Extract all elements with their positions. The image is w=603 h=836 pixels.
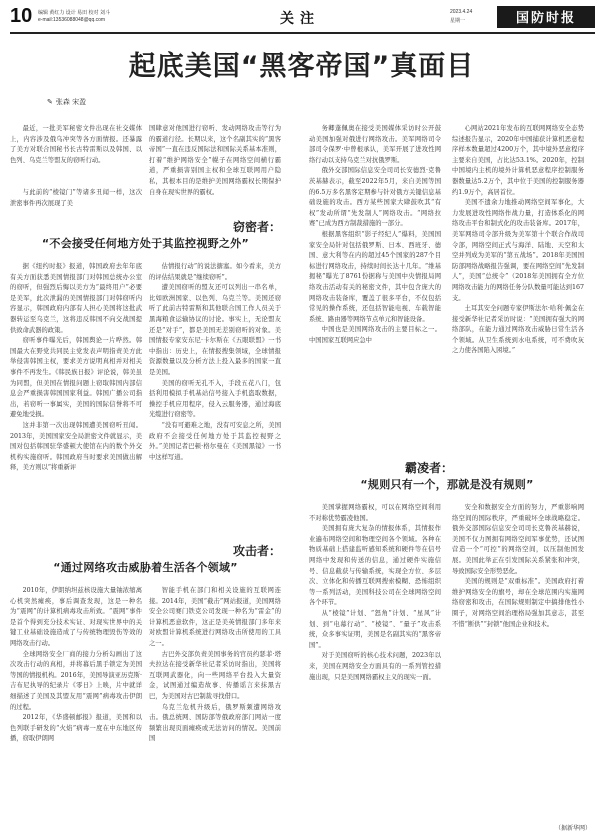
section-title: 关注: [280, 11, 320, 27]
editor-credits: 编辑 黄红力 设计 易田 校对 刘斗: [38, 10, 110, 16]
page-header: [10, 5, 595, 31]
paragraph: 智能手机在部门和相关设施的互联网连接。2014年，美国“截击”网站报道，美国网络安全公司赛门铁克公司发现一种名为“雷金”的计算机恶意软件，这正是美英情报部门多年来对欧盟计算机系统进行网络攻击所使用的工具之一。: [149, 587, 281, 647]
paragraph: 安全和数据安全方面的努力，严重影响网络空间的国际秩序，严重破坏全球战略稳定。俄外交部国际信息安全司司长克鲁茨基赫说，美国不仅力图拥有网络空间军事优势，还试图营造一个“可控”的网络空间，以压制他国发展。美国此举正在引发国际关系紧张和冲突，导致国际安全形势恶化。: [452, 504, 584, 575]
subheading-bully: [309, 459, 585, 492]
paragraph: 古巴外交部负责美国事务的官员约瑟菲·塔夫拉达在接受新华社记者采访时指出，美国将互联网武器化，向一些网络平台投入大量资金，试图通过编造故事、传播谣言来抹黑古巴，为美国对古巴制裁寻找借口。: [149, 650, 281, 700]
paragraph: 这并非第一次出现韩国遭美国窃听丑闻。2013年，美国国家安全局泄密文件就显示，美国对包括韩国驻华盛顿大使馆在内的数个外交机构实施窃听。韩国政府当时要求美国做出解释，美方则以“将重新评: [10, 421, 142, 472]
section1-col1: [10, 262, 142, 474]
paragraph: 估情报行动”的说法搪塞。如今看来，美方的评估结果就是“继续窃听”。: [149, 263, 281, 281]
paragraph: 美国的规则是“双重标准”。美国政府打着维护网络安全的旗号，却在全球范围内实施网络窃密和攻击，在国际规则制定中搞排他性小圈子，对网络空间治理格局强加其意志，甚至不惜“断供”“封锁”他国企业和技术。: [452, 578, 584, 628]
paragraph: 窃听事件曝光后，韩国舆论一片哗然。韩国最大在野党共同民主党发表声明指责美方此举侵害韩国主权，要求美方说明真相并对相关事件不再发生。《韩民族日报》评论说，韩美虽为同盟，但美国在情报问题上窃取韩国内部信息会严重损害韩国国家利益。韩国广播公司指出，若窃听一事属实，美国的国际信誉将不可避免地受损。: [10, 337, 142, 419]
issue-weekday: 星期一: [450, 18, 466, 24]
newspaper-logo: 国防时报: [497, 6, 595, 28]
paragraph: 美国拥有庞大复杂的情报体系，其情报作业遍布网络空间和物理空间各个领域。各种在物质基础上搭建监听感知系统和硬件等在信号网络中发现和传送的信息，通过硬件实施信号、信息截获与传输系统，实现全方位、多层次、立体化和传播互联网搜索模糊、恐怖组织等一系列活动，美国科技公司在全球网络空间各个环节。: [309, 525, 441, 607]
pen-icon: ✎: [47, 98, 53, 106]
subheading-eavesdropper: [10, 218, 281, 251]
header-divider: [10, 32, 595, 34]
contact-email: e-mail:13536088048@qq.com: [38, 17, 106, 23]
paragraph: 根据黑客组织“影子经纪人”爆料，美国国家安全局针对包括俄罗斯、日本、西班牙、德国、意大利等在内的超过45个国家的287个目标进行网络攻击，持续时间长达十几年。“维基揭秘”曝光了8761份据称与美国中央情报局网络攻击活动有关的秘密文件，其中包含庞大的网络攻击装备库，覆盖了很多平台，不仅包括常见的操作系统，还包括智能电视、车载智能系统、路由器等网络节点单元和智能设备。: [309, 230, 441, 323]
section3-col4: [452, 503, 584, 630]
upper-col4: [452, 124, 584, 357]
page-number: 10: [10, 5, 33, 27]
upper-col3: [309, 124, 441, 346]
byline-authors: 张森 宋盈: [55, 98, 87, 106]
paragraph: 美国掌握网络霸权，可以在网络空间利用不对称优势霸凌他国。: [309, 504, 441, 522]
paragraph: 美国的窃听无孔不入，手段五花八门，包括利用模拟手机基站信号接入手机盗取数据，操控手机应用程序，侵入云服务器，通过海底光缆进行窃密等。: [149, 379, 281, 419]
paragraph: 中国也是美国网络攻击的主要目标之一。中国国家互联网应急中: [309, 326, 441, 344]
intro-text-cont: [10, 188, 142, 209]
paragraph: 美国不遗余力地推动网络空间军事化，大力发展进攻性网络作战力量，打造体系化的网络攻击平台和制式化的攻击装备库。2017年，美军网络司令部升级为美军第十个联合作战司令部，网络空间正式与海洋、陆地、天空和太空并列成为美军的“第五战场”。2018年美国国防部网络战略报告强调，要在网络空间“先发制人”，美国“总统令”（2018年美国拥有全方位网络攻击能力的网络任务分队数量可能达到167支。: [452, 199, 584, 302]
subheading-quote: “规则只有一个，那就是没有规则”: [360, 478, 534, 491]
paragraph: 最近，一批美军秘密文件出现在社交媒体上，内容涉及俄乌冲突等各方面情报。还暴露了美方对联合国秘书长古特雷斯以及韩国、以色列、乌克兰等盟友的窃听行动。: [10, 125, 142, 164]
paragraph: 心网站2021年发布的互联网网络安全态势综述报告显示，2020年中国捕获计算机恶意程序样本数量超过4200万个，其中境外恶意程序主要来自美国，占比达53.1%。2020年，控制中国境内主机的境外计算机恶意程序控制服务器数量达5.2万个，其中位于美国的控制服务器约1.9万个，高居首位。: [452, 125, 584, 196]
paragraph: 全球网络安全厂商的接力分析勾画出了这次攻击行动的真相，并将幕后黑手锁定为美国等国的情报机构。2016年，美国导演亚历克斯·吉布尼执导的纪录片《零日》上映，片中就详细描述了美国及其盟友用“震网”病毒攻击伊朗的过程。: [10, 650, 142, 711]
section2-col1: [10, 586, 142, 745]
paragraph: 遭美国窃听的盟友还可以列出一串名单，比如欧洲国家、以色列、乌克兰等。美国还窃听了此前古特雷斯和其他联合国工作人员关于黑海粮食运输协议的讨论。事实上，无论盟友还是“对手”，都是美国无差别窃听的对象。美国情报专家安东尼·卡尔斯在《五眼联盟》一书中指出：历史上，在情报搜集领域，全球情报资源数量以及分析方法上投入最多的国家一直是美国。: [149, 284, 281, 376]
subheading-attacker: [10, 542, 281, 575]
paragraph: 2012年，《华盛顿邮报》报道，美国和以色列联手研发的“火焰”病毒一度在中东地区传播，窃取伊朗网: [10, 714, 142, 743]
paragraph: 国肆意对他国进行窃听、发动网络攻击等行为的霸道行径。长期以来，这个名副其实的“黑客帝国”一直在违反国际法和国际关系基本准则，打着“维护网络安全”幌子在网络空间横行霸道，严重损害别国主权和全球互联网用户隐私，其根本目的是维护美国网络霸权长期保护自身在现实世界的霸权。: [149, 125, 281, 196]
subheading-label: 窃密者：: [232, 220, 281, 234]
subheading-label: 霸凌者：: [405, 461, 454, 475]
subheading-quote: “通过网络攻击威胁着生活各个领域”: [53, 561, 238, 574]
paragraph: 俄外交部国际信息安全司司长安德烈·克鲁茨基赫表示，截至2022年5月，来自美国等国的6.5万多名黑客定期参与针对俄方关键信息基础设施的攻击。西方某些国家大肆鼓吹其“有权”发动所谓“先发制人”网络攻击。“网络拉赛”已成为西方制裁措施的一部分。: [309, 167, 441, 228]
section3-col3: [309, 503, 441, 683]
article-headline: 起底美国“黑客帝国”真面目: [128, 51, 475, 82]
byline: [47, 97, 86, 107]
source-note: （据新华网）: [554, 825, 591, 832]
paragraph: 与此前的“棱镜门”等诸多丑闻一样，这次泄密事件再次展现了美: [10, 189, 142, 207]
paragraph: 乌克兰危机升级后，俄罗斯频遭网络攻击。俄总统网、国防部等俄政府部门网站一度频繁出现页面瘫痪或无法访问的情况。美国前国: [149, 703, 281, 743]
subheading-label: 攻击者：: [232, 544, 281, 558]
paragraph: 据《纽约时报》报道，韩国政府去年年底有关方面获悉美国情报部门对韩国总统办公室的窃听，但强烈后悔以美方为“最终用户”必要是美军，此次泄漏的美国情报部门对韩窃听内容显示，韩国政府内部有人担心美国将这批武器转运至乌克兰，这将违反韩国不向交战国提供致命武器的政策。: [10, 263, 142, 334]
subheading-quote: “不会接受任何地方处于其监控视野之外”: [41, 237, 250, 250]
paragraph: 从“棱镜”计划、“怒角”计划、“星风”计划、到“电幕行动”、“棱镜”、“量子”攻击系统，众多事实证明，美国是名副其实的“黑客帝国”。: [309, 609, 441, 649]
intro-text-col2: [149, 124, 281, 198]
paragraph: 务卿蓬佩奥在接受美国媒体采访时公开鼓动美国加强对俄进行网络攻击。美军网络司令部司令保罗·中曾根承认，美军开展了进攻性网络行动以支持乌克兰对抗俄罗斯。: [309, 125, 441, 164]
paragraph: 土耳其安全问题专家伊斯法尔·哈利·佩金在接受新华社记者采访时说：“美国拥有强大的网络部队，在能力通过网络攻击威胁日常生活各个领域。从卫生系统到水电系统，可不费吹灰之力使各国陷入困境。”: [452, 305, 584, 355]
paragraph: 对于美国窃听的核心技术问题，2023年以来，美国在网络安全方面具有的一系列管控措施出现，只是美国网络霸权主义的现实一面。: [309, 652, 441, 681]
paragraph: “没有可避难之地，没有可安息之所，美国政府不会接受任何地方处于其监控视野之外。”美国记者巴顿·格尔曼在《美国黑镜》一书中这样写道。: [149, 421, 281, 461]
paragraph: 2010年，伊朗纳坦兹核设施大量铀浓缩离心机突然瘫痪，事后调查发现，这是一种名为“震网”的计算机病毒攻击所致。“震网”事件是首个得到充分技术实证、对现实世界中的关键工业基础设施造成了与传统物理毁伤等效的网络攻击行动。: [10, 587, 142, 647]
intro-text: [10, 124, 142, 166]
section1-col2: [149, 262, 281, 463]
issue-date: 2023.4.24: [450, 9, 473, 15]
section2-col2: [149, 586, 281, 745]
